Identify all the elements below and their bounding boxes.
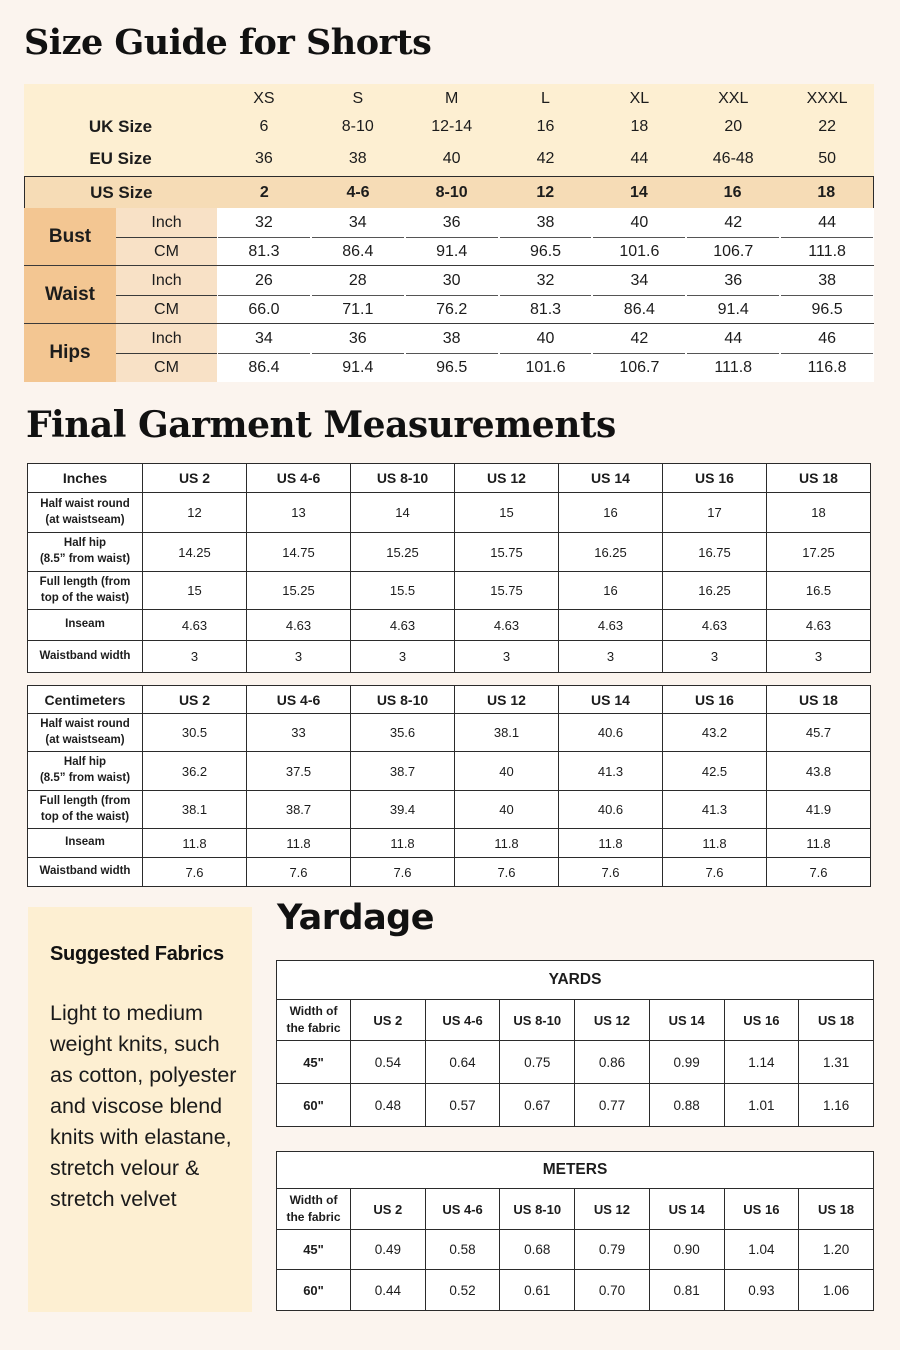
value-cell: 30.5 bbox=[143, 714, 247, 752]
value-cell: 1.06 bbox=[799, 1270, 874, 1311]
letter-size: L bbox=[541, 90, 550, 107]
measure-name: Bust bbox=[48, 226, 92, 247]
value-cell: 44 bbox=[724, 329, 743, 347]
uk-size-value: 6 bbox=[259, 118, 269, 135]
value-cell: 0.44 bbox=[351, 1270, 426, 1311]
value-cell: 36 bbox=[442, 213, 461, 231]
us-size-value: 8-10 bbox=[435, 183, 468, 201]
value-cell: 91.4 bbox=[406, 237, 498, 266]
value-cell: 16.25 bbox=[663, 572, 767, 610]
value-cell: 16.5 bbox=[767, 572, 871, 610]
value-cell: 0.57 bbox=[425, 1084, 500, 1127]
value-cell: 111.8 bbox=[781, 237, 873, 266]
table-header-row bbox=[277, 1189, 874, 1230]
value-cell: 15.25 bbox=[351, 533, 455, 572]
value-cell: 3 bbox=[767, 641, 871, 673]
value-cell: 43.2 bbox=[663, 714, 767, 752]
value-cell: 116.8 bbox=[781, 353, 873, 382]
value-cell: 86.4 bbox=[312, 237, 404, 266]
value-cell: 7.6 bbox=[455, 858, 559, 887]
value-cell: 14 bbox=[351, 493, 455, 533]
letter-size: M bbox=[444, 90, 459, 107]
size-header: US 12 bbox=[575, 1189, 650, 1230]
value-cell: 0.86 bbox=[575, 1041, 650, 1084]
value-cell: 0.67 bbox=[500, 1084, 575, 1127]
size-header: US 4-6 bbox=[247, 686, 351, 714]
value-cell: 28 bbox=[348, 271, 367, 289]
garment-cm-table bbox=[27, 685, 871, 887]
value-cell: 36.2 bbox=[143, 752, 247, 791]
value-cell: 42.5 bbox=[663, 752, 767, 791]
measure-name: Waist bbox=[45, 284, 95, 305]
row-label: Full length (from top of the waist) bbox=[28, 572, 143, 610]
value-cell: 40 bbox=[455, 752, 559, 791]
yardage-meters-table bbox=[276, 1151, 874, 1311]
garment-inches-table bbox=[27, 463, 871, 673]
value-cell: 71.1 bbox=[312, 295, 404, 324]
value-cell: 46 bbox=[818, 329, 836, 347]
eu-size-label: EU Size bbox=[89, 149, 152, 168]
fabrics-description: Light to medium weight knits, such as cotton, polyester and viscose blend knits with elastane, stretch velour & stretch velvet bbox=[50, 1001, 237, 1211]
value-cell: 16 bbox=[559, 493, 663, 533]
value-cell: 11.8 bbox=[767, 829, 871, 858]
inch-row bbox=[217, 324, 874, 353]
size-header: US 14 bbox=[559, 686, 663, 714]
size-header: US 16 bbox=[663, 686, 767, 714]
value-cell: 3 bbox=[455, 641, 559, 673]
unit-label: CM bbox=[116, 353, 217, 382]
value-cell: 11.8 bbox=[351, 829, 455, 858]
value-cell: 7.6 bbox=[663, 858, 767, 887]
value-cell: 33 bbox=[247, 714, 351, 752]
cm-row bbox=[217, 295, 874, 324]
value-cell: 44 bbox=[818, 213, 836, 231]
row-label: Waistband width bbox=[28, 858, 143, 887]
value-cell: 4.63 bbox=[663, 610, 767, 641]
value-cell: 45.7 bbox=[767, 714, 871, 752]
value-cell: 1.14 bbox=[724, 1041, 799, 1084]
value-cell: 17.25 bbox=[767, 533, 871, 572]
value-cell: 40 bbox=[630, 213, 649, 231]
size-header: US 2 bbox=[351, 1189, 426, 1230]
uk-size-value: 12-14 bbox=[431, 118, 473, 135]
value-cell: 26 bbox=[255, 271, 273, 289]
value-cell: 15.75 bbox=[455, 533, 559, 572]
value-cell: 16.25 bbox=[559, 533, 663, 572]
size-header: US 2 bbox=[143, 464, 247, 493]
value-cell: 76.2 bbox=[406, 295, 498, 324]
value-cell: 0.81 bbox=[649, 1270, 724, 1311]
value-cell: 7.6 bbox=[351, 858, 455, 887]
table-row bbox=[28, 829, 871, 858]
table-row bbox=[277, 1230, 874, 1270]
value-cell: 37.5 bbox=[247, 752, 351, 791]
unit-label: Inch bbox=[116, 266, 217, 295]
value-cell: 15.5 bbox=[351, 572, 455, 610]
table-row bbox=[277, 1041, 874, 1084]
value-cell: 86.4 bbox=[593, 295, 685, 324]
letter-size: XXXL bbox=[806, 90, 848, 107]
eu-size-value: 46-48 bbox=[712, 150, 754, 167]
us-size-row bbox=[24, 176, 874, 209]
value-cell: 0.70 bbox=[575, 1270, 650, 1311]
row-label: Inseam bbox=[28, 829, 143, 858]
row-label: 60" bbox=[277, 1270, 351, 1311]
value-cell: 43.8 bbox=[767, 752, 871, 791]
hips-group bbox=[24, 324, 874, 382]
value-cell: 66.0 bbox=[218, 295, 310, 324]
value-cell: 7.6 bbox=[143, 858, 247, 887]
value-cell: 86.4 bbox=[218, 353, 310, 382]
value-cell: 42 bbox=[630, 329, 649, 347]
row-label: Half waist round (at waistseam) bbox=[28, 714, 143, 752]
value-cell: 91.4 bbox=[312, 353, 404, 382]
row-label: Full length (from top of the waist) bbox=[28, 791, 143, 829]
size-header: US 8-10 bbox=[500, 1189, 575, 1230]
size-header: US 4-6 bbox=[247, 464, 351, 493]
value-cell: 15 bbox=[455, 493, 559, 533]
value-cell: 0.48 bbox=[351, 1084, 426, 1127]
value-cell: 81.3 bbox=[500, 295, 592, 324]
value-cell: 41.3 bbox=[559, 752, 663, 791]
value-cell: 1.16 bbox=[799, 1084, 874, 1127]
us-size-value: 2 bbox=[259, 183, 269, 201]
uk-size-value: 8-10 bbox=[341, 118, 374, 135]
us-size-value: 14 bbox=[630, 183, 648, 201]
value-cell: 3 bbox=[559, 641, 663, 673]
value-cell: 32 bbox=[536, 271, 555, 289]
value-cell: 101.6 bbox=[500, 353, 592, 382]
table-row bbox=[28, 858, 871, 887]
value-cell: 34 bbox=[630, 271, 649, 289]
value-cell: 0.52 bbox=[425, 1270, 500, 1311]
size-header: US 4-6 bbox=[425, 1189, 500, 1230]
letter-size-row bbox=[24, 84, 874, 114]
value-cell: 41.9 bbox=[767, 791, 871, 829]
table-header-row bbox=[28, 464, 871, 493]
value-cell: 40 bbox=[536, 329, 555, 347]
table-header-row bbox=[277, 1000, 874, 1041]
table-row bbox=[28, 752, 871, 791]
value-cell: 16.75 bbox=[663, 533, 767, 572]
value-cell: 101.6 bbox=[593, 237, 685, 266]
value-cell: 18 bbox=[767, 493, 871, 533]
value-cell: 4.63 bbox=[767, 610, 871, 641]
value-cell: 14.75 bbox=[247, 533, 351, 572]
size-header: US 8-10 bbox=[351, 464, 455, 493]
eu-size-value: 36 bbox=[255, 150, 273, 167]
value-cell: 0.58 bbox=[425, 1230, 500, 1270]
value-cell: 4.63 bbox=[351, 610, 455, 641]
value-cell: 0.49 bbox=[351, 1230, 426, 1270]
value-cell: 36 bbox=[348, 329, 367, 347]
us-size-value: 16 bbox=[723, 183, 742, 201]
size-header: US 12 bbox=[455, 464, 559, 493]
size-header: US 4-6 bbox=[425, 1000, 500, 1041]
letter-size: XS bbox=[253, 90, 275, 107]
value-cell: 7.6 bbox=[767, 858, 871, 887]
uk-size-label: UK Size bbox=[88, 117, 153, 136]
size-header: US 8-10 bbox=[500, 1000, 575, 1041]
measure-name: Hips bbox=[49, 342, 91, 363]
value-cell: 3 bbox=[143, 641, 247, 673]
table-row bbox=[28, 791, 871, 829]
eu-size-value: 44 bbox=[630, 150, 649, 167]
body-measurements bbox=[24, 208, 874, 383]
letter-size: S bbox=[352, 90, 364, 107]
size-guide-table bbox=[24, 84, 874, 383]
value-cell: 96.5 bbox=[781, 295, 873, 324]
value-cell: 34 bbox=[255, 329, 273, 347]
table-caption-row bbox=[277, 1152, 874, 1189]
yardage-title: Yardage bbox=[277, 898, 434, 938]
value-cell: 3 bbox=[247, 641, 351, 673]
uk-size-value: 18 bbox=[630, 118, 649, 135]
table-row bbox=[28, 533, 871, 572]
value-cell: 12 bbox=[143, 493, 247, 533]
value-cell: 1.20 bbox=[799, 1230, 874, 1270]
value-cell: 38 bbox=[442, 329, 461, 347]
size-header: US 2 bbox=[351, 1000, 426, 1041]
eu-size-value: 42 bbox=[536, 150, 555, 167]
size-header: US 14 bbox=[559, 464, 663, 493]
value-cell: 7.6 bbox=[559, 858, 663, 887]
table-row bbox=[28, 610, 871, 641]
value-cell: 14.25 bbox=[143, 533, 247, 572]
value-cell: 41.3 bbox=[663, 791, 767, 829]
bust-group bbox=[24, 208, 874, 266]
uk-size-value: 16 bbox=[536, 118, 555, 135]
value-cell: 11.8 bbox=[455, 829, 559, 858]
value-cell: 0.88 bbox=[649, 1084, 724, 1127]
size-header: US 12 bbox=[575, 1000, 650, 1041]
unit-label: CM bbox=[116, 237, 217, 266]
value-cell: 0.75 bbox=[500, 1041, 575, 1084]
yards-caption: YARDS bbox=[277, 961, 874, 1000]
unit-header: Centimeters bbox=[28, 686, 143, 714]
size-header: US 14 bbox=[649, 1000, 724, 1041]
table-row bbox=[277, 1270, 874, 1311]
row-label: Half waist round (at waistseam) bbox=[28, 493, 143, 533]
value-cell: 36 bbox=[724, 271, 743, 289]
garment-section-title: Final Garment Measurements bbox=[26, 404, 616, 446]
value-cell: 0.54 bbox=[351, 1041, 426, 1084]
value-cell: 40 bbox=[455, 791, 559, 829]
value-cell: 15 bbox=[143, 572, 247, 610]
value-cell: 4.63 bbox=[247, 610, 351, 641]
value-cell: 34 bbox=[348, 213, 367, 231]
value-cell: 11.8 bbox=[143, 829, 247, 858]
page-title: Size Guide for Shorts bbox=[24, 22, 432, 63]
value-cell: 32 bbox=[255, 213, 273, 231]
value-cell: 81.3 bbox=[218, 237, 310, 266]
size-header: US 16 bbox=[724, 1189, 799, 1230]
value-cell: 1.01 bbox=[724, 1084, 799, 1127]
value-cell: 0.99 bbox=[649, 1041, 724, 1084]
row-label: Half hip (8.5” from waist) bbox=[28, 752, 143, 791]
cm-row bbox=[217, 353, 874, 382]
meters-caption: METERS bbox=[277, 1152, 874, 1189]
waist-group bbox=[24, 266, 874, 324]
row-label: 45" bbox=[277, 1041, 351, 1084]
uk-size-row bbox=[24, 112, 874, 142]
value-cell: 0.64 bbox=[425, 1041, 500, 1084]
value-cell: 0.90 bbox=[649, 1230, 724, 1270]
size-header: US 16 bbox=[724, 1000, 799, 1041]
value-cell: 15.75 bbox=[455, 572, 559, 610]
value-cell: 4.63 bbox=[559, 610, 663, 641]
size-header: US 12 bbox=[455, 686, 559, 714]
value-cell: 38.1 bbox=[143, 791, 247, 829]
size-header: US 18 bbox=[799, 1189, 874, 1230]
value-cell: 106.7 bbox=[687, 237, 779, 266]
value-cell: 11.8 bbox=[247, 829, 351, 858]
value-cell: 3 bbox=[351, 641, 455, 673]
us-size-value: 18 bbox=[817, 183, 836, 201]
value-cell: 38 bbox=[536, 213, 555, 231]
size-header: US 18 bbox=[799, 1000, 874, 1041]
letter-size: XXL bbox=[718, 90, 749, 107]
value-cell: 40.6 bbox=[559, 714, 663, 752]
size-header: US 2 bbox=[143, 686, 247, 714]
value-cell: 4.63 bbox=[143, 610, 247, 641]
value-cell: 96.5 bbox=[406, 353, 498, 382]
row-label: Waistband width bbox=[28, 641, 143, 673]
size-header: US 16 bbox=[663, 464, 767, 493]
yardage-yards-table bbox=[276, 960, 874, 1127]
eu-size-row bbox=[24, 144, 874, 174]
value-cell: 30 bbox=[442, 271, 461, 289]
value-cell: 96.5 bbox=[500, 237, 592, 266]
value-cell: 38.1 bbox=[455, 714, 559, 752]
fabrics-title: Suggested Fabrics bbox=[50, 943, 224, 965]
size-header: US 18 bbox=[767, 464, 871, 493]
value-cell: 11.8 bbox=[663, 829, 767, 858]
row-label: Half hip (8.5” from waist) bbox=[28, 533, 143, 572]
value-cell: 3 bbox=[663, 641, 767, 673]
value-cell: 40.6 bbox=[559, 791, 663, 829]
value-cell: 111.8 bbox=[687, 353, 779, 382]
width-header: Width of the fabric bbox=[277, 1189, 351, 1230]
table-row bbox=[28, 572, 871, 610]
row-label: 60" bbox=[277, 1084, 351, 1127]
value-cell: 7.6 bbox=[247, 858, 351, 887]
unit-header: Inches bbox=[28, 464, 143, 493]
inch-row bbox=[217, 266, 874, 295]
value-cell: 35.6 bbox=[351, 714, 455, 752]
inch-row bbox=[217, 208, 874, 237]
eu-size-value: 40 bbox=[442, 150, 461, 167]
value-cell: 38.7 bbox=[247, 791, 351, 829]
value-cell: 11.8 bbox=[559, 829, 663, 858]
size-header: US 18 bbox=[767, 686, 871, 714]
size-guide-header bbox=[24, 84, 874, 208]
suggested-fabrics-box bbox=[28, 907, 252, 1312]
size-header: US 14 bbox=[649, 1189, 724, 1230]
value-cell: 38.7 bbox=[351, 752, 455, 791]
letter-size: XL bbox=[629, 90, 650, 107]
us-size-value: 4-6 bbox=[346, 183, 370, 201]
value-cell: 17 bbox=[663, 493, 767, 533]
value-cell: 4.63 bbox=[455, 610, 559, 641]
table-row bbox=[28, 714, 871, 752]
table-row bbox=[277, 1084, 874, 1127]
table-row bbox=[28, 493, 871, 533]
table-header-row bbox=[28, 686, 871, 714]
uk-size-value: 20 bbox=[724, 118, 743, 135]
width-header: Width of the fabric bbox=[277, 1000, 351, 1041]
us-size-value: 12 bbox=[536, 183, 555, 201]
value-cell: 42 bbox=[724, 213, 743, 231]
unit-label: CM bbox=[116, 295, 217, 324]
us-size-label: US Size bbox=[90, 182, 153, 202]
value-cell: 0.61 bbox=[500, 1270, 575, 1311]
row-label: 45" bbox=[277, 1230, 351, 1270]
value-cell: 13 bbox=[247, 493, 351, 533]
cm-row bbox=[217, 237, 874, 266]
value-cell: 106.7 bbox=[593, 353, 685, 382]
value-cell: 0.79 bbox=[575, 1230, 650, 1270]
value-cell: 38 bbox=[818, 271, 836, 289]
row-label: Inseam bbox=[28, 610, 143, 641]
table-row bbox=[28, 641, 871, 673]
value-cell: 91.4 bbox=[687, 295, 779, 324]
value-cell: 0.68 bbox=[500, 1230, 575, 1270]
value-cell: 39.4 bbox=[351, 791, 455, 829]
value-cell: 15.25 bbox=[247, 572, 351, 610]
value-cell: 0.93 bbox=[724, 1270, 799, 1311]
eu-size-value: 38 bbox=[348, 150, 367, 167]
size-header: US 8-10 bbox=[351, 686, 455, 714]
value-cell: 1.31 bbox=[799, 1041, 874, 1084]
value-cell: 1.04 bbox=[724, 1230, 799, 1270]
eu-size-value: 50 bbox=[818, 150, 836, 167]
value-cell: 0.77 bbox=[575, 1084, 650, 1127]
table-caption-row bbox=[277, 961, 874, 1000]
unit-label: Inch bbox=[116, 208, 217, 237]
unit-label: Inch bbox=[116, 324, 217, 353]
uk-size-value: 22 bbox=[818, 118, 836, 135]
value-cell: 16 bbox=[559, 572, 663, 610]
